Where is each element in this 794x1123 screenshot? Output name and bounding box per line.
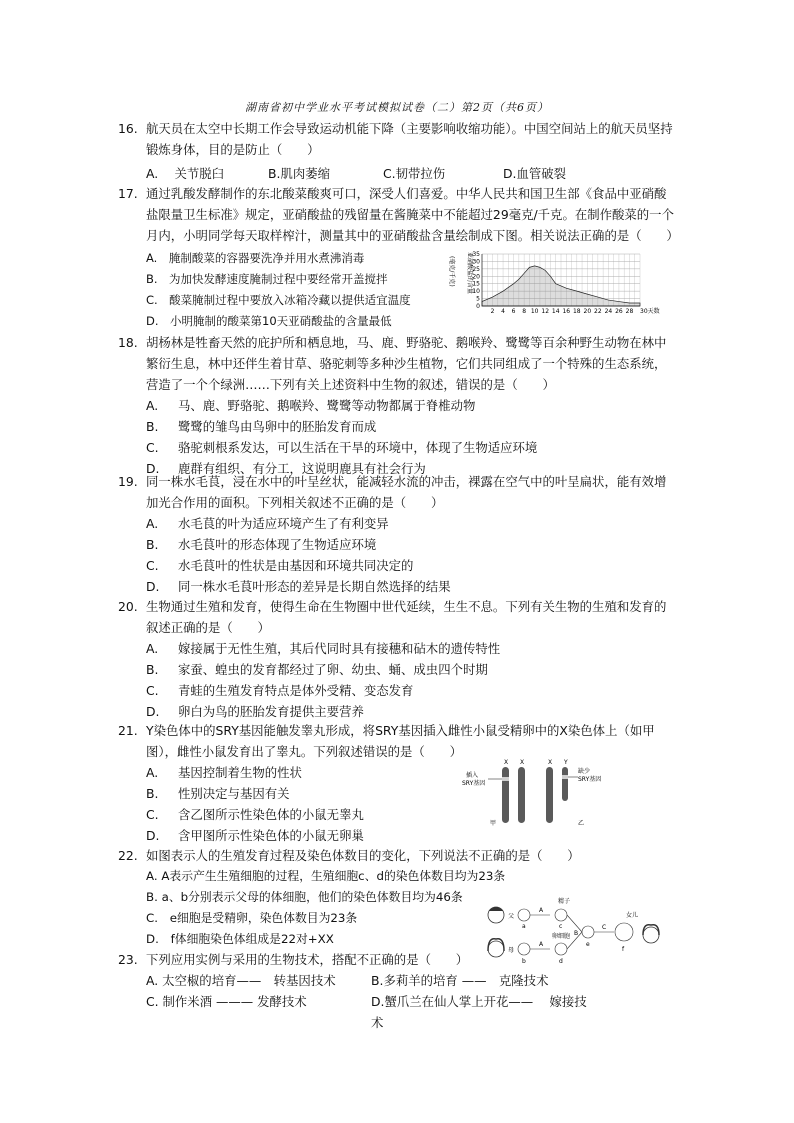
option-d: D. 小明腌制的酸菜第10天亚硝酸盐的含量最低 bbox=[146, 314, 392, 328]
egg-label: 卵细胞 bbox=[552, 933, 571, 940]
svg-text:c: c bbox=[559, 923, 563, 930]
option-c: C. 骆驼刺根系发达，可以生活在干旱的环境中，体现了生物适应环境 bbox=[146, 440, 538, 455]
chart-x-tick-label: 18 bbox=[572, 308, 581, 315]
svg-text:f: f bbox=[622, 946, 625, 953]
option-b: B.多莉羊的培育 —— 克隆技术 bbox=[371, 973, 549, 988]
chart-x-tick-label: 24 bbox=[604, 308, 613, 315]
option-c: C. e细胞是受精卵，染色体数目为23条 bbox=[146, 911, 358, 925]
question-stem: Y染色体中的SRY基因能触发睾丸形成，将SRY基因插入雌性小鼠受精卵中的X染色体上（如甲图），雌性小鼠发育出了睾丸。下列叙述错误的是（ ） bbox=[146, 723, 655, 759]
svg-text:e: e bbox=[586, 941, 590, 948]
svg-text:A: A bbox=[539, 941, 544, 948]
chart-x-tick-label: 22 bbox=[594, 308, 602, 315]
question-number: 21. bbox=[118, 723, 138, 738]
chart-x-tick-label: 28 bbox=[625, 308, 634, 315]
figure-label-jia: 甲 bbox=[490, 820, 497, 827]
chart-x-tick-label: 16 bbox=[562, 308, 571, 315]
option-a: A. 腌制酸菜的容器要洗净并用水煮沸消毒 bbox=[146, 251, 365, 265]
insert-label: 插入 bbox=[466, 772, 479, 779]
question-stem: 通过乳酸发酵制作的东北酸菜酸爽可口，深受人们喜爱。中华人民共和国卫生部《食品中亚硝酸盐限量卫生标准》规定，亚硝酸盐的残留量在酱腌菜中不能超过29毫克/千克。在制作酸菜的一个月内，小明同学每天取样榨汁，测量其中的亚硝酸盐含量绘制成下图。相关说法正确的是（ ） bbox=[146, 186, 679, 243]
chart-ylabel-main: 亚硝酸盐的含量 bbox=[466, 252, 473, 295]
option-b: B. 鹭鹭的雏鸟由鸟卵中的胚胎发育而成 bbox=[146, 419, 377, 434]
option-b: B.肌肉萎缩 bbox=[268, 166, 331, 181]
question-number: 18. bbox=[118, 335, 138, 350]
option-a: A. 嫁接属于无性生殖，其后代同时具有接穗和砧木的遗传特性 bbox=[146, 641, 501, 656]
option-c: C. 酸菜腌制过程中要放入冰箱冷藏以提供适宜温度 bbox=[146, 293, 411, 307]
question-stem: 如图表示人的生殖发育过程及染色体数目的变化，下列说法不正确的是（ ） bbox=[146, 848, 580, 863]
question-number: 23. bbox=[118, 952, 138, 967]
chart-y-tick-label: 15 bbox=[472, 280, 480, 288]
chart-x-tick-label: 30天数 bbox=[640, 308, 660, 315]
svg-text:d: d bbox=[559, 958, 563, 965]
lack-label-gene: SRY基因 bbox=[578, 776, 602, 783]
nitrite-chart bbox=[448, 248, 660, 318]
question-number: 20. bbox=[118, 599, 138, 614]
cell-a bbox=[518, 909, 530, 921]
question-stem: 生物通过生殖和发育，使得生命在生物圈中世代延续，生生不息。下列有关生物的生殖和发育的叙述正确的是（ ） bbox=[146, 599, 667, 635]
option-d: D.蟹爪兰在仙人掌上开花—— 嫁接技术 bbox=[371, 994, 587, 1030]
question-23 bbox=[118, 949, 678, 1033]
question-stem: 胡杨林是牲畜天然的庇护所和栖息地，马、鹿、野骆驼、鹅喉羚、鹭鹭等百余种野生动物在林中繁衍生息，林中还伴生着甘草、骆驼刺等多种沙生植物，它们共同组成了一个特殊的生态系统，营造了一个个绿洲……下列有关上述资料中生物的叙述，错误的是（ ） bbox=[146, 335, 667, 392]
question-stem: 同一株水毛茛，浸在水中的叶呈丝状，能减轻水流的冲击，裸露在空气中的叶呈扁状，能有效增加光合作用的面积。下列相关叙述不正确的是（ ） bbox=[146, 474, 667, 510]
option-b: B. 家蚕、蝗虫的发育都经过了卵、幼虫、蛹、成虫四个时期 bbox=[146, 662, 488, 677]
chart-x-tick-label: 6 bbox=[511, 308, 516, 315]
cell-c bbox=[555, 909, 567, 921]
svg-text:A: A bbox=[539, 907, 544, 914]
question-number: 22. bbox=[118, 848, 138, 863]
question-20 bbox=[118, 596, 678, 722]
option-b: B. 性别决定与基因有关 bbox=[146, 786, 290, 801]
chart-y-ticks bbox=[472, 251, 480, 310]
chart-x-tick-label: 26 bbox=[615, 308, 623, 315]
chart-x-tick-label: 8 bbox=[522, 308, 527, 315]
chart-x-tick-label: 10 bbox=[530, 308, 539, 315]
chrom-y-label: Y bbox=[564, 759, 568, 766]
y-chromosome bbox=[562, 767, 568, 801]
question-number: 17. bbox=[118, 186, 138, 201]
option-d: D. 鹿群有组织、有分工，这说明鹿具有社会行为 bbox=[146, 461, 426, 476]
chrom-x-label: X bbox=[520, 759, 525, 766]
father-label: 父 bbox=[508, 913, 515, 920]
option-d: D. 同一株水毛茛叶形态的差异是长期自然选择的结果 bbox=[146, 579, 451, 594]
option-d: D. 含甲图所示性染色体的小鼠无卵巢 bbox=[146, 828, 364, 843]
option-c: C.韧带拉伤 bbox=[383, 166, 446, 181]
question-stem: 航天员在太空中长期工作会导致运动机能下降（主要影响收缩功能）。中国空间站上的航天员坚持锻炼身体，目的是防止（ ） bbox=[146, 121, 673, 157]
option-a: A. 关节脱臼 bbox=[146, 166, 225, 181]
x-chromosome bbox=[518, 767, 525, 823]
option-b: B. 为加快发酵速度腌制过程中要经常开盖搅拌 bbox=[146, 272, 388, 286]
option-d: D.血管破裂 bbox=[503, 166, 567, 181]
chart-y-tick-label: 0 bbox=[476, 303, 480, 310]
option-a: A. 水毛茛的叶为适应环境产生了有利变异 bbox=[146, 516, 389, 531]
chart-x-tick-label: 14 bbox=[551, 308, 560, 315]
question-number: 19. bbox=[118, 474, 138, 489]
x-chromosome bbox=[546, 767, 553, 823]
chart-x-tick-label: 4 bbox=[501, 308, 505, 315]
option-d: D. 卵白为鸟的胚胎发育提供主要营养 bbox=[146, 704, 364, 719]
option-d: D. f体细胞染色体组成是22对+XX bbox=[146, 932, 334, 946]
cell-f bbox=[615, 923, 633, 941]
question-19 bbox=[118, 471, 678, 597]
figure-label-yi: 乙 bbox=[578, 820, 585, 827]
svg-text:b: b bbox=[522, 958, 526, 965]
chart-y-tick-label: 35 bbox=[472, 251, 480, 258]
chart-y-tick-label: 25 bbox=[472, 265, 480, 273]
option-c: C. 水毛茛叶的性状是由基因和环境共同决定的 bbox=[146, 558, 414, 573]
cell-e bbox=[582, 926, 594, 938]
x-chromosome bbox=[502, 767, 509, 823]
father-hair-icon bbox=[489, 907, 503, 911]
question-stem: 下列应用实例与采用的生物技术，搭配不正确的是（ ） bbox=[146, 952, 469, 967]
sperm-label: 精子 bbox=[558, 898, 571, 905]
option-c: C. 青蛙的生殖发育特点是体外受精、变态发育 bbox=[146, 683, 414, 698]
question-16 bbox=[118, 118, 678, 184]
sry-gene-mark bbox=[502, 777, 509, 781]
option-b: B. 水毛茛叶的形态体现了生物适应环境 bbox=[146, 537, 377, 552]
daughter-face-icon bbox=[643, 927, 659, 943]
option-a: A. 马、鹿、野骆驼、鹅喉羚、鹭鹭等动物都属于脊椎动物 bbox=[146, 398, 476, 413]
chart-x-tick-label: 12 bbox=[541, 308, 550, 315]
option-a: A. 基因控制着生物的性状 bbox=[146, 765, 302, 780]
option-a: A. A表示产生生殖细胞的过程，生殖细胞c、d的染色体数目均为23条 bbox=[146, 869, 506, 883]
chart-y-tick-label: 30 bbox=[472, 258, 480, 266]
svg-text:C: C bbox=[602, 924, 607, 931]
option-a: A. 太空椒的培育—— 转基因技术 bbox=[146, 973, 336, 988]
option-c: C. 制作米酒 ——— 发酵技术 bbox=[146, 994, 307, 1009]
page-header: 湖南省初中学业水平考试模拟试卷（二）第2页（共6页） bbox=[245, 101, 549, 114]
option-b: B. a、b分别表示父母的体细胞，他们的染色体数目均为46条 bbox=[146, 890, 463, 904]
svg-text:B: B bbox=[574, 930, 579, 937]
mother-label: 母 bbox=[508, 947, 515, 954]
question-number: 16. bbox=[118, 121, 138, 136]
svg-text:a: a bbox=[522, 923, 526, 930]
chart-x-tick-label: 20 bbox=[583, 308, 592, 315]
insert-label-gene: SRY基因 bbox=[462, 780, 486, 787]
chart-y-tick-label: 5 bbox=[476, 295, 480, 303]
chrom-x-label: X bbox=[548, 759, 553, 766]
chart-ylabel-side: (毫克/千克) bbox=[448, 256, 455, 287]
chart-x-tick-label: 2 bbox=[490, 308, 495, 315]
question-18 bbox=[118, 332, 678, 479]
chart-x-ticks bbox=[491, 307, 660, 315]
chrom-x-label: X bbox=[504, 759, 509, 766]
daughter-label: 女儿 bbox=[626, 912, 639, 919]
chart-y-tick-label: 20 bbox=[472, 273, 480, 281]
lack-label: 缺少 bbox=[578, 768, 591, 775]
chart-y-tick-label: 10 bbox=[472, 288, 480, 296]
option-c: C. 含乙图所示性染色体的小鼠无睾丸 bbox=[146, 807, 364, 822]
missing-gene-mark bbox=[562, 775, 568, 779]
chromosome-figure bbox=[462, 755, 616, 827]
